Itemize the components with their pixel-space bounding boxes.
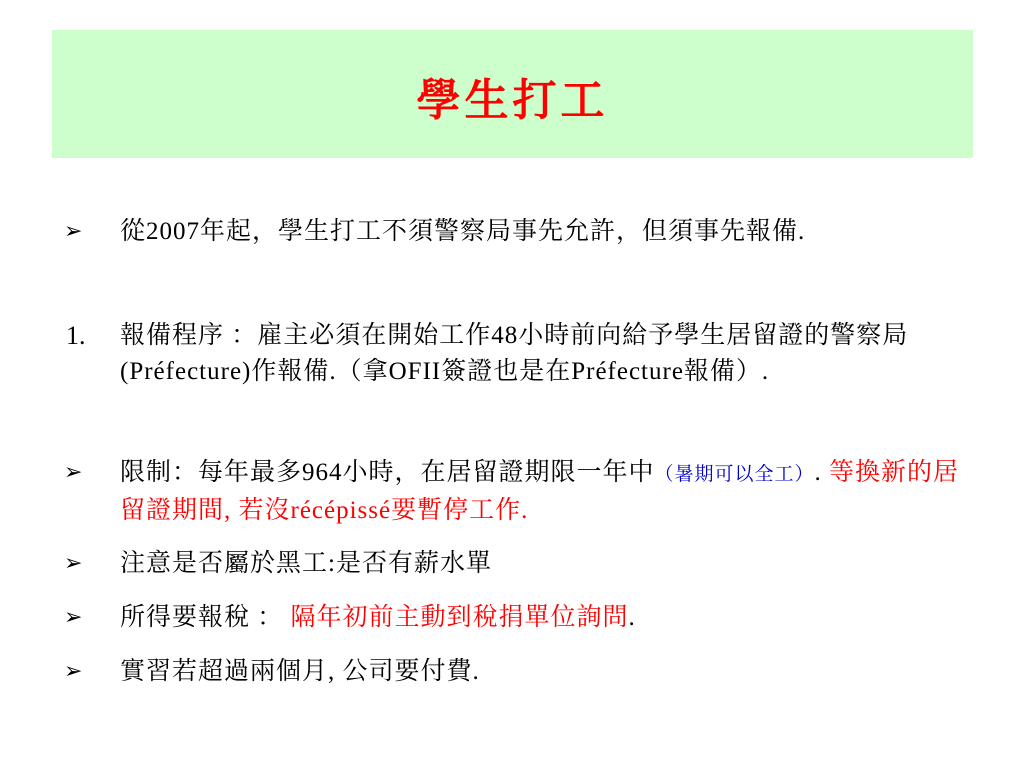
list-item-text: 注意是否屬於黑工:是否有薪水單: [120, 550, 492, 577]
list-item-5: [64, 600, 964, 636]
arrowhead-bullet-icon: ➢: [64, 219, 83, 244]
tax-instruction: 隔年初前主動到稅捐單位詢問: [290, 604, 629, 631]
list-item-2: [64, 318, 964, 390]
list-item-text: 實習若超過兩個月, 公司要付費.: [120, 658, 480, 685]
list-item-1: [64, 214, 964, 250]
slide-title: 學生打工: [416, 75, 609, 126]
tax-text: 所得要報稅 ：: [120, 604, 284, 631]
list-item-4: [64, 546, 964, 582]
list-number: 1.: [66, 321, 86, 350]
list-item-text: [120, 600, 964, 636]
summer-note: （暑期可以全工）: [654, 464, 815, 485]
period-mark: .: [814, 459, 822, 486]
list-item-text: 報備程序 ：雇主必須在開始工作48小時前向給予學生居留證的警察局(Préfecture)作報備.（拿OFII簽證也是在Préfecture報備）.: [120, 322, 909, 385]
arrowhead-bullet-icon: ➢: [64, 551, 83, 576]
period-mark: .: [628, 604, 636, 631]
arrowhead-bullet-icon: ➢: [64, 460, 83, 485]
list-item-6: [64, 654, 964, 690]
renewal-warning: 等換新的居留證期間, 若沒récépissé要暫停工作.: [120, 459, 960, 524]
list-item-3: [64, 455, 964, 529]
limit-text: 限制：每年最多964小時，在居留證期限一年中: [120, 459, 655, 486]
arrowhead-bullet-icon: ➢: [64, 605, 83, 630]
title-banner: [52, 30, 973, 158]
list-item-text: 從2007年起，學生打工不須警察局事先允許，但須事先報備.: [120, 218, 806, 245]
arrowhead-bullet-icon: ➢: [64, 659, 83, 684]
list-item-text: [120, 455, 964, 529]
